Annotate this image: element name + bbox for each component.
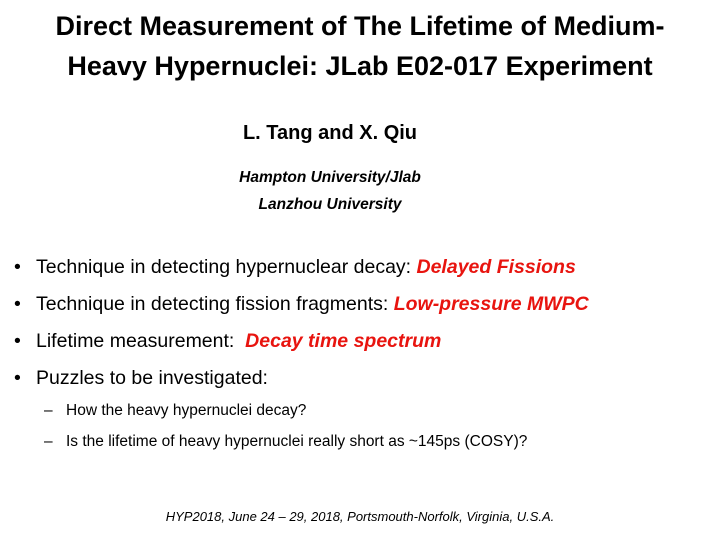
bullet-highlight: Low-pressure MWPC bbox=[393, 293, 589, 315]
slide-title bbox=[0, 6, 720, 86]
bullet-item bbox=[14, 252, 589, 289]
bullet-marker: • bbox=[14, 367, 21, 389]
title-line-1: Direct Measurement of The Lifetime of Medium- bbox=[55, 11, 665, 41]
bullet-text: Technique in detecting hypernuclear decay: bbox=[36, 256, 417, 278]
bullet-marker: • bbox=[14, 293, 21, 315]
bullet-text: Lifetime measurement: bbox=[36, 330, 246, 352]
bullet-text: Puzzles to be investigated: bbox=[36, 367, 268, 389]
sub-bullet-text: Is the lifetime of heavy hypernuclei really short as ~145ps (COSY)? bbox=[66, 433, 528, 450]
affiliations bbox=[0, 164, 660, 218]
bullet-item bbox=[14, 289, 589, 326]
bullet-highlight: Decay time spectrum bbox=[245, 330, 442, 352]
bullet-list bbox=[14, 252, 589, 400]
affiliation-2: Lanzhou University bbox=[258, 196, 402, 213]
bullet-item bbox=[14, 326, 589, 363]
sub-bullet-text: How the heavy hypernuclei decay? bbox=[66, 402, 307, 419]
bullet-text: Technique in detecting fission fragments: bbox=[36, 293, 394, 315]
sub-bullet-item bbox=[44, 399, 527, 430]
bullet-marker: • bbox=[14, 330, 21, 352]
affiliation-1: Hampton University/Jlab bbox=[239, 169, 421, 186]
sub-bullet-marker: – bbox=[44, 402, 53, 419]
bullet-item bbox=[14, 363, 589, 400]
sub-bullet-marker: – bbox=[44, 433, 53, 450]
sub-bullet-item bbox=[44, 430, 527, 461]
title-line-2: Heavy Hypernuclei: JLab E02-017 Experiment bbox=[67, 51, 653, 81]
footer-conference: HYP2018, June 24 – 29, 2018, Portsmouth-Norfolk, Virginia, U.S.A. bbox=[165, 509, 555, 524]
authors: L. Tang and X. Qiu bbox=[242, 122, 418, 144]
sub-bullet-list bbox=[44, 399, 527, 461]
bullet-marker: • bbox=[14, 256, 21, 278]
bullet-highlight: Delayed Fissions bbox=[416, 256, 576, 278]
